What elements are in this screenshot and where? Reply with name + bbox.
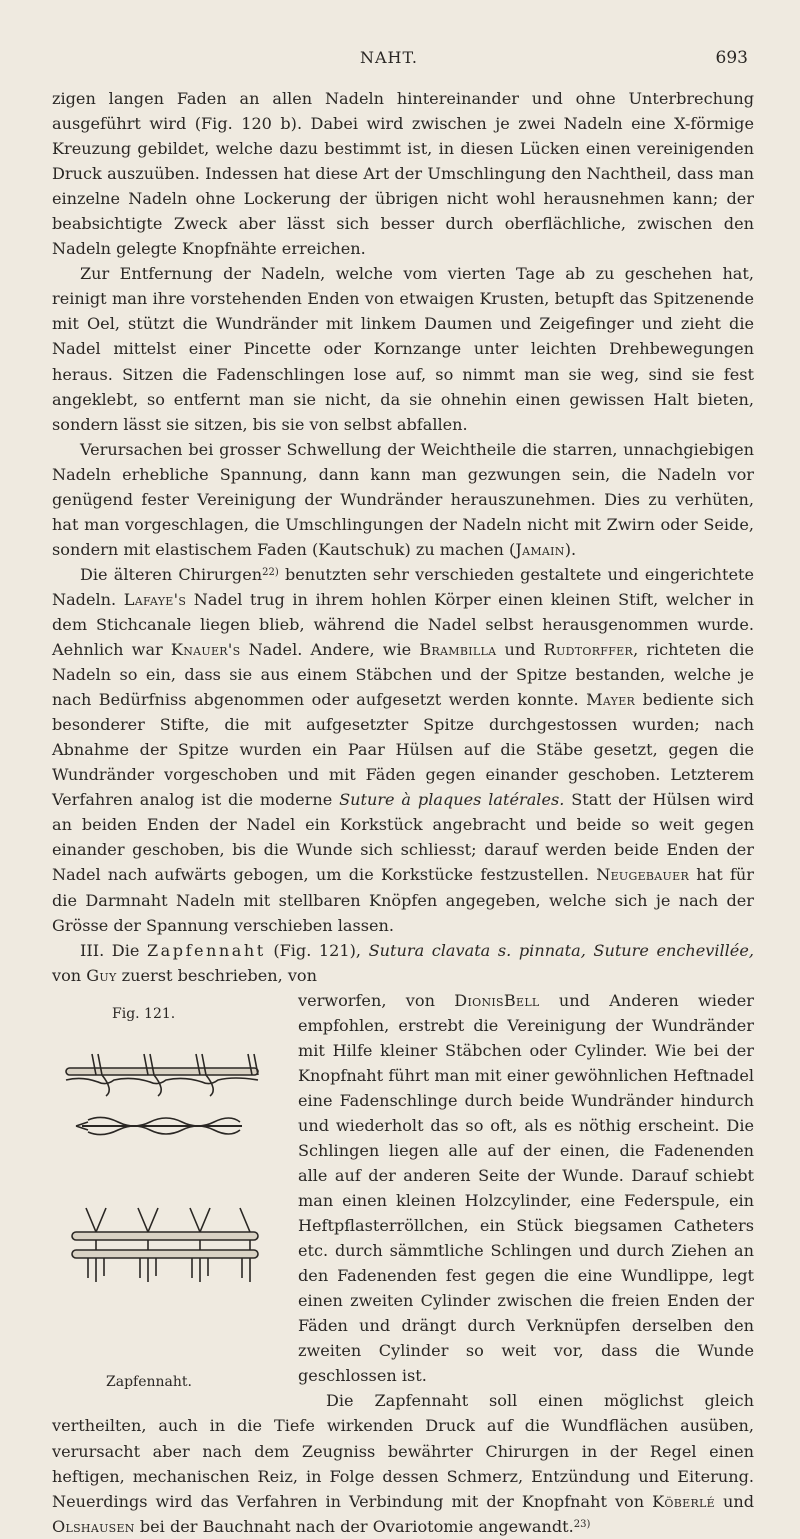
text-run: benutzten sehr verschieden gestaltete und eingerichtete Nadeln. [52,564,754,609]
paragraph-3 [52,437,754,562]
text-run: und [714,1491,754,1511]
figure-121 [44,988,284,1392]
text-run: und [496,640,544,660]
text-run: zuerst beschrieben, von [116,965,317,985]
paragraph-6 [52,1388,754,1538]
author-guy: Guy [86,965,117,985]
body-text [52,86,754,1539]
text-run: verworfen, von [298,990,455,1010]
paragraph-5 [52,938,754,988]
author-bell: Bell [503,990,540,1010]
running-head: NAHT. [360,48,418,67]
author-knauer: Knauer's [170,640,241,660]
text-run: bei der Bauchnaht nach der Ovariotomie angewandt. [134,1516,574,1536]
text-run: Statt der Hülsen wird an beiden Enden der Nadel ein Korkstück angebracht und beide so weit gegen einander geschoben, bis die Wunde sich schliesst; darauf werden beide Enden der Nadel nach aufwärts gebogen, um die Korkstücke festzustellen. [52,790,754,885]
author-olshausen: Olshausen [52,1516,135,1536]
text-run: Nadel. Andere, wie [240,640,420,660]
footnote-ref-23: 23) [573,1518,591,1530]
footnote-ref-22: 22) [262,566,279,578]
term-suture-a-plaques: Suture à plaques latérales. [339,790,565,810]
text-run: und Anderen wieder empfohlen, erstrebt die Vereinigung der Wundränder mit Hilfe kleiner Stäbchen oder Cylinder. Wie bei der Knopfnaht führt man mit einer gewöhnlichen Heftnadel eine Fadenschlinge durch beide Wundränder hindurch und wiederholt das so oft, als es nöthig erscheint. Die Schlingen liegen alle auf der einen, die Fadenenden alle auf der anderen Seite der Wunde. Darauf schiebt man einen kleinen Holzcylinder, eine Federspule, ein Heftpflasterröllchen, ein Stück biegsamen Catheters etc. durch sämmtliche Schlingen und durch Ziehen an den Fadenenden fest gegen die eine Wundlippe, legt einen zweiten Cylinder zwischen die freien Enden der Fäden und drängt durch Verknüpfen derselben den zweiten Cylinder so weit vor, dass die Wunde geschlossen ist. [298,990,755,1386]
text-run: bediente sich besonderer Stifte, die mit aufgesetzter Spitze durchgestossen wurden; nach Abnahme der Spitze wurden ein Paar Hülsen auf die Stäbe gesetzt, gegen die Wundränder vorgeschoben und mit Fäden gegen einander geschoben. Letzterem Verfahren analog ist die moderne [52,690,754,810]
text-run: Verursachen bei grosser Schwellung der Weichtheile die starren, unnachgiebigen Nadeln erhebliche Spannung, dann kann man gezwungen sein, die Nadeln vor genügend fester Vereinigung der Wundränder herauszunehmen. Dies zu verhüten, hat man vorgeschlagen, die Umschlingungen der Nadeln nicht mit Zwirn oder Seide, sondern mit elastischem Faden (Kautschuk) zu machen ( [52,439,754,559]
zapfennaht-illustration [62,1032,262,1352]
text-run: Die Zapfennaht soll einen möglichst gleich vertheilten, auch in die Tiefe wirkenden Druck auf die Wundflächen ausüben, verursacht aber nach dem Zeugniss bewährter Chirurgen in der Regel einen heftigen, mechanischen Reiz, in Folge dessen Schmerz, Entzündung und Eiterung. Neuerdings wird das Verfahren in Verbindung mit der Knopfnaht von [52,1391,754,1511]
text-run: Nadel trug in ihrem hohlen Körper einen kleinen Stift, welcher in dem Stichcanale liegen blieb, während die Nadel selbst herausgenommen wurde. Aehnlich war [52,589,754,660]
term-latin-names: Sutura clavata s. pinnata, Suture enchevillée, [368,940,754,960]
author-brambilla: Brambilla [419,640,497,660]
author-neugebauer: Neugebauer [596,865,690,885]
paragraph-1: zigen langen Faden an allen Nadeln hintereinander und ohne Unterbrechung ausgeführt wird (Fig. 120 b). Dabei wird zwischen je zwei Nadeln eine X-förmige Kreuzung gebildet, welche dazu bestimmt ist, in diesen Lücken einen vereinigenden Druck auszuüben. Indessen hat diese Art der Umschlingung den Nachtheil, dass man einzelne Nadeln ohne Lockerung der übrigen nicht wohl herausnehmen kann; der beabsichtigte Zweck aber lässt sich besser durch oberflächliche, zwischen den Nadeln gelegte Knopfnähte erreichen. [52,89,754,259]
author-lafaye: Lafaye's [123,589,187,609]
figure-caption: Zapfennaht. [106,1373,192,1390]
text-run: (Fig. 121), [265,940,369,960]
figure-label: Fig. 121. [112,1005,176,1022]
author-dionis: Dionis [454,990,504,1010]
author-koberle: Köberlé [652,1491,715,1511]
author-rudtorffer: Rudtorffer [543,640,634,660]
text-run: ). [564,539,577,559]
paragraph-4 [52,562,754,938]
page-number: 693 [715,48,748,68]
text-run: III. Die [80,940,147,960]
term-zapfennaht: Zapfennaht [146,940,266,960]
author-mayer: Mayer [586,690,636,710]
text-run: von [52,965,87,985]
author-jamain: Jamain [515,539,565,559]
text-run: , richteten die Nadeln so ein, dass sie aus einem Stäbchen und der Spitze bestanden, welche je nach Bedürfniss abgenommen oder aufgesetzt werden konnte. [52,640,755,710]
page-header [0,48,800,74]
paragraph-2: Zur Entfernung der Nadeln, welche vom vierten Tage ab zu geschehen hat, reinigt man ihre vorstehenden Enden von etwaigen Krusten, betupft das Spitzenende mit Oel, stützt die Wundränder mit linkem Daumen und Zeigefinger und zieht die Nadel mittelst einer Pincette oder Kornzange unter leichten Drehbewegungen heraus. Sitzen die Fadenschlingen lose auf, so nimmt man sie weg, sind sie fest angeklebt, so entfernt man sie nicht, da sie ohnehin einen gewissen Halt bieten, sondern lässt sie sitzen, bis sie von selbst abfallen. [52,264,754,434]
text-run: Die älteren Chirurgen [80,564,263,584]
text-run: hat für die Darmnaht Nadeln mit stellbaren Knöpfen angegeben, welche sich je nach der Grösse der Spannung verschieben lassen. [52,865,754,935]
